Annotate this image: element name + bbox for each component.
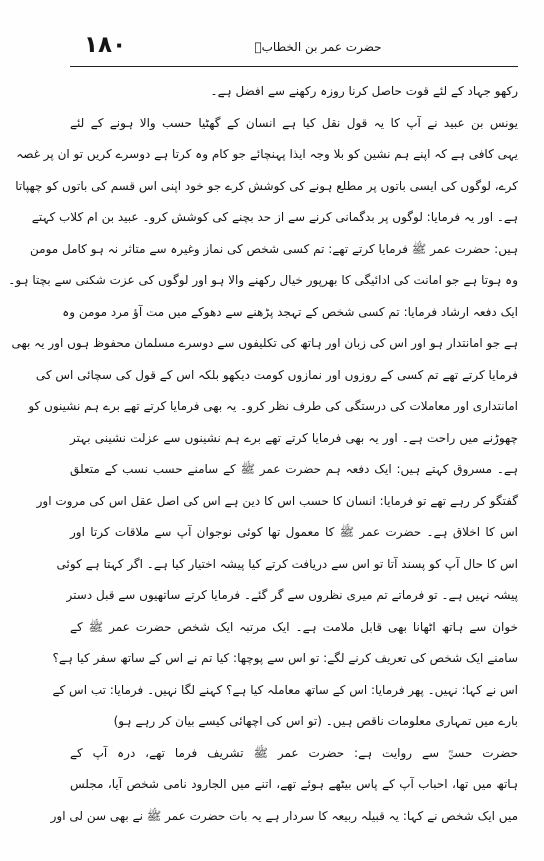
text-line: سامنے ایک شخص کی تعریف کرنے لگے: تو اس سے پوچھا: کیا تم نے اس کے ساتھ سفر کیا ہے؟ bbox=[52, 651, 518, 665]
text-line: کرے، لوگوں کی ایسی باتوں پر مطلع ہونے کی کوشش کرے جو خود اپنی اس قسم کی باتوں کو چھپاتا bbox=[15, 178, 518, 193]
text-line: یہی کافی ہے کہ اپنے ہم نشین کو بلا وجہ ایذا پہنچائے جو کام وہ کرتا ہے دوسرے کریں تو ان پر غصہ bbox=[16, 147, 518, 161]
text-line: ہے۔ مسروق کہتے ہیں: ایک دفعہ ہم حضرت عمر ﷺ کے سامنے حسب نسب کے متعلق bbox=[70, 462, 518, 476]
text-line: رکھو جہاد کے لئے قوت حاصل کرنا روزہ رکھنے سے افضل ہے۔ bbox=[210, 84, 518, 98]
text-line: ہے جو امانتدار ہو اور اس کی زبان اور ہاتھ کی تکلیفوں سے دوسرے مسلمان محفوظ ہوں اور یہ بھی bbox=[11, 336, 518, 350]
running-title: حضرت عمر بن الخطابؓ bbox=[254, 40, 382, 54]
text-line: چھوڑنے میں راحت ہے۔ اور یہ بھی فرمایا کرتے تھے برے ہم نشینوں سے عزلت نشینی بہتر bbox=[70, 430, 518, 445]
text-line: پیشہ نہیں ہے۔ تو فرماتے تم میری نظروں سے گر گئے۔ فرمایا کرتے ساتھیوں سے قبل دستر bbox=[66, 588, 518, 602]
text-line: ہاتھ میں تھا، احباب آپ کے پاس بیٹھے ہوئے تھے، اتنے میں الجارود نامی شخص آیا، مجلس bbox=[70, 777, 518, 791]
text-line: اس کا اخلاق ہے۔ حضرت عمر ﷺ کا معمول تھا کوئی نوجوان آپ سے ملاقات کرتا اور bbox=[70, 525, 518, 539]
text-line: گفتگو کر رہے تھے تو فرمایا: انسان کا حسب اس کا دین ہے اس کی اصل عقل اس کی مروت اور bbox=[36, 493, 518, 508]
text-line: میں ایک شخص نے کہا: یہ قبیلہ ربیعہ کا سردار ہے یہ بات حضرت عمر ﷺ نے بھی سن لی اور bbox=[50, 808, 518, 823]
text-line: ہے۔ اور یہ فرمایا: لوگوں پر بدگمانی کرنے سے از حد بچنے کی کوشش کرو۔ عبید بن ام کلاب کہتے bbox=[31, 210, 518, 224]
text-line: حضرت حسنؓ سے روایت ہے: حضرت عمر ﷺ تشریف فرما تھے، درہ آپ کے bbox=[70, 745, 518, 760]
text-line: وہ ہوتا ہے جو امانت کی ادائیگی کا بھرپور خیال رکھنے والا ہو اور لوگوں کی عزت شکنی سے بچتا ہو۔ bbox=[8, 273, 518, 287]
text-line: بارے میں تمہاری معلومات ناقص ہیں۔ (تو اس کی اچھائی کیسے بیان کر رہے ہو) bbox=[113, 714, 518, 728]
text-line: خوان سے ہاتھ اٹھانا بھی قابل ملامت ہے۔ ایک مرتبہ ایک شخص حضرت عمر ﷺ کے bbox=[70, 619, 518, 634]
text-line: فرمایا کرتے تھے تم کسی کے روزوں اور نمازوں کومت دیکھو بلکہ اس کے قول کی سچائی اس کی bbox=[35, 367, 518, 382]
page-number: ۱۸۰ bbox=[84, 32, 127, 58]
text-line: اس نے کہا: نہیں۔ پھر فرمایا: اس کے ساتھ معاملہ کیا ہے؟ کہنے لگا نہیں۔ فرمایا: تب اس کے bbox=[52, 682, 518, 697]
header-rule bbox=[70, 66, 518, 67]
text-line: یونس بن عبید نے آپ کا یہ قول نقل کیا ہے انسان کے گھٹیا حسب والا ہونے کے لئے bbox=[70, 115, 518, 130]
text-line: ایک دفعہ ارشاد فرمایا: تم کسی شخص کے تہجد پڑھنے سے دھوکے میں مت آؤ مرد مومن وہ bbox=[62, 304, 518, 319]
text-line: اس کا حال آپ کو پسند آتا تو اس سے دریافت کرتے کیا پیشہ اختیار کیا ہے۔ اگر کہتا ہے کوئی bbox=[56, 556, 518, 571]
body-text bbox=[8, 76, 518, 832]
text-line: ہیں: حضرت عمر ﷺ فرمایا کرتے تھے: تم کسی شخص کی نماز وغیرہ سے متاثر نہ ہو کامل مومن bbox=[30, 241, 518, 256]
text-line: امانتداری اور معاملات کی درستگی کی طرف نظر کرو۔ یہ بھی فرمایا کرتے تھے برے ہم نشینوں کو bbox=[28, 399, 518, 413]
